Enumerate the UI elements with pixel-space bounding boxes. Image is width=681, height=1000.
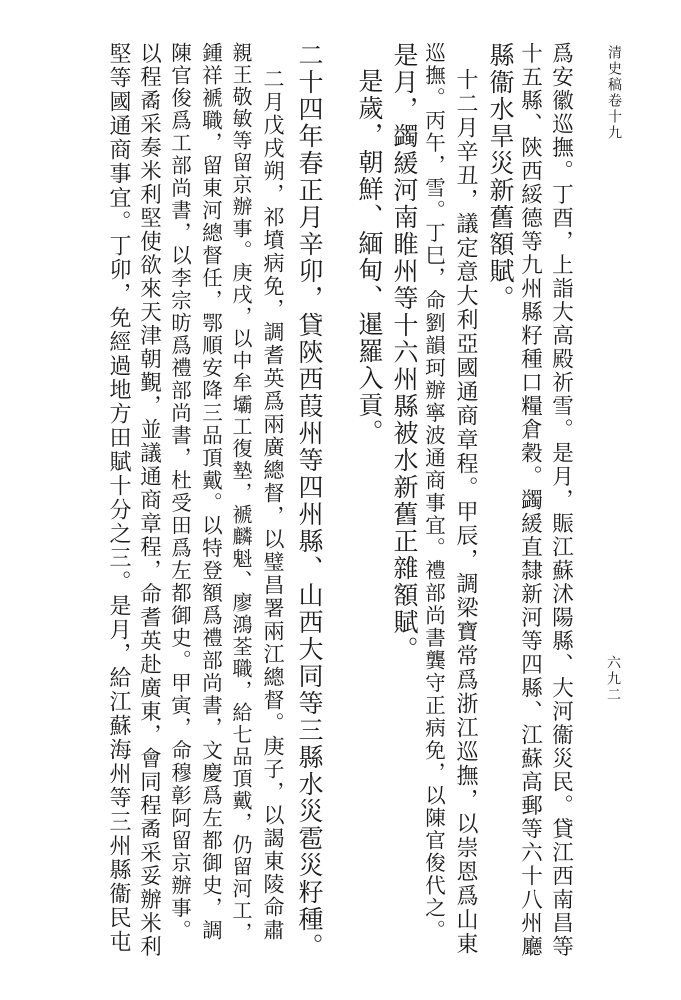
text-column-10: 親王敬敏等留京辦事。庚戌，以中牟壩工復墊，褫麟魁、廖鴻荃職，給七品頂戴，仍留河工， bbox=[229, 42, 253, 944]
text-column-12: 陳官俊爲工部尚書，以李宗昉爲禮部尚書，杜受田爲左都御史。甲寅，命穆彰阿留京辦事。 bbox=[167, 42, 192, 942]
text-column-8: 二十四年春正月辛卯，貸陝西葭州等四州縣、山西大同等三縣水災雹災籽種。 bbox=[295, 42, 324, 960]
text-column-13: 以程矞采奏米利堅使欲來天津朝覲，並議通商章程，命耆英赴廣東，會同程矞采妥辦米利 bbox=[136, 42, 162, 959]
text-column-6: 是月，蠲緩河南睢州等十六州縣被水新舊正雜額賦。 bbox=[390, 42, 419, 663]
text-column-9: 二月戊戌朔，祁墳病免，調耆英爲兩廣總督，以璧昌署兩江總督。庚子，以謁東陵命肅 bbox=[261, 68, 285, 942]
text-column-1: 爲安徽巡撫。丁酉，上詣大高殿祈雪。是月，賑江蘇沭陽縣、大河衞災民。貸江西南昌等 bbox=[548, 42, 574, 959]
running-title: 清史稿卷十九 bbox=[606, 45, 622, 141]
page-number: 六九二 bbox=[605, 655, 621, 703]
text-column-5: 巡撫。丙午，雪。丁巳，命劉韻珂辦寧波通商事宜。禮部尚書龔守正病免，以陳官俊代之。 bbox=[421, 42, 446, 942]
text-column-2: 十五縣、陝西綏德等九州縣籽種口糧倉穀。蠲緩直隸新河等四縣、江蘇高郵等六十八州廳 bbox=[517, 42, 543, 959]
text-column-14: 堅等國通商事宜。丁卯，免經過地方田賦十分之三。是月，給江蘇海州等三州縣衞民屯 bbox=[106, 42, 131, 954]
text-column-3: 縣衞水旱災新舊額賦。 bbox=[486, 42, 515, 312]
text-column-11: 鍾祥褫職，留東河總督任，鄂順安降三品頂戴。以特登額爲禮部尚書，文慶爲左都御史，調 bbox=[198, 42, 223, 942]
text-column-4: 十二月辛丑，議定意大利亞國通商章程。甲辰，調梁寶常爲浙江巡撫，以崇恩爲山東 bbox=[453, 68, 478, 956]
text-column-7: 是歲，朝鮮、緬甸、暹羅入貢。 bbox=[355, 68, 384, 446]
